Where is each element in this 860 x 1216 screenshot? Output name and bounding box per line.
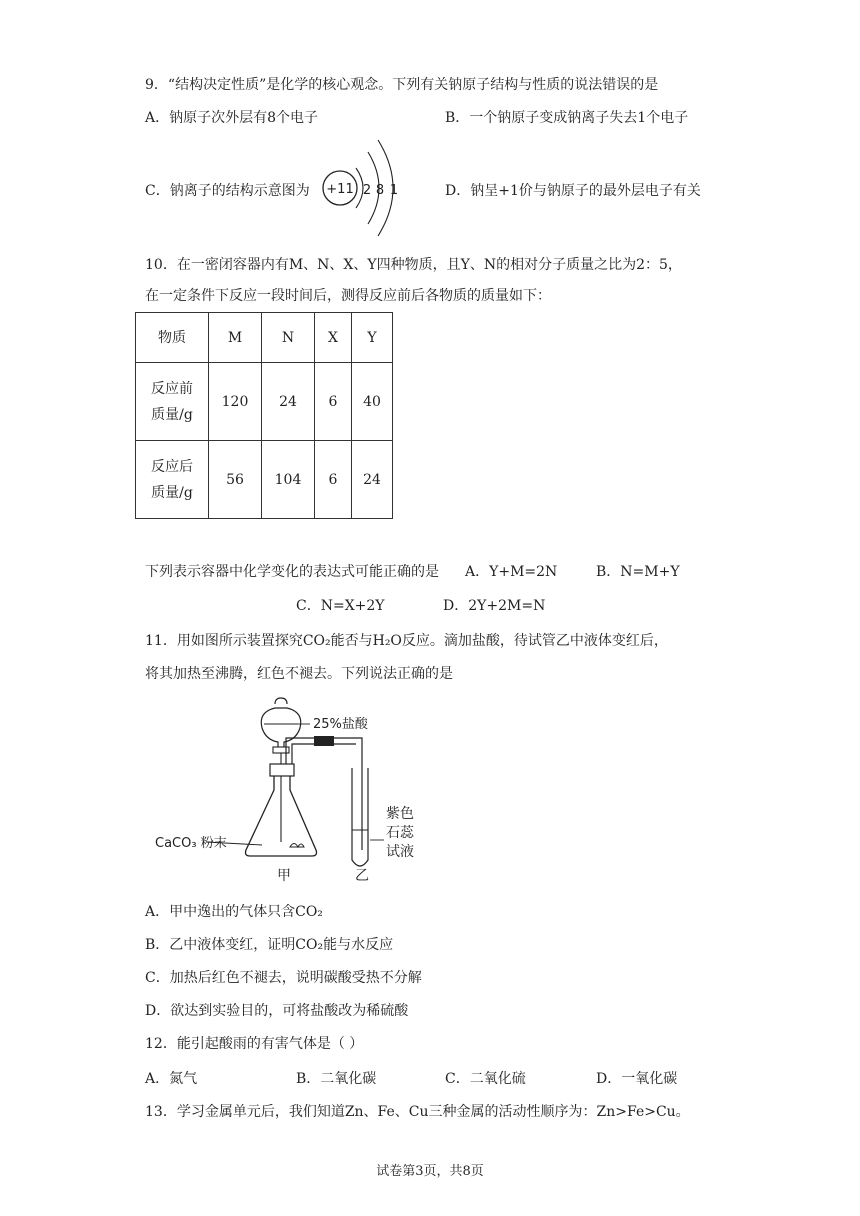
shell-electrons-2: 8 xyxy=(375,183,385,198)
powder-label: CaCO₃ 粉末 xyxy=(155,836,227,851)
litmus-label-line3: 试液 xyxy=(386,844,414,860)
q12-option-d[interactable]: D．一氧化碳 xyxy=(596,1071,678,1087)
caco3-powder xyxy=(290,844,304,848)
table-row xyxy=(136,441,393,519)
q11-option-d[interactable]: D．欲达到实验目的，可将盐酸改为稀硫酸 xyxy=(145,1003,409,1019)
sodium-ion-structure-diagram xyxy=(318,138,414,238)
q12-option-a[interactable]: A．氮气 xyxy=(145,1071,198,1087)
mass-data-table xyxy=(135,312,393,519)
table-cell: 6 xyxy=(315,441,352,519)
table-cell: 40 xyxy=(352,363,393,441)
table-header-cell: M xyxy=(209,313,262,363)
table-cell: 24 xyxy=(352,441,393,519)
co2-apparatus-figure xyxy=(150,690,440,886)
q12-option-c[interactable]: C．二氧化硫 xyxy=(445,1071,526,1087)
table-row xyxy=(136,363,393,441)
q9-stem: 9．“结构决定性质”是化学的核心观念。下列有关钠原子结构与性质的说法错误的是 xyxy=(145,77,659,93)
tube-label: 乙 xyxy=(355,868,369,884)
q12-stem: 12．能引起酸雨的有害气体是（ ） xyxy=(145,1036,364,1052)
q11-stem-line2: 将其加热至沸腾，红色不褪去。下列说法正确的是 xyxy=(145,666,453,682)
row-label-line2: 质量/g xyxy=(151,406,193,423)
table-header-cell: N xyxy=(262,313,315,363)
q10-option-a[interactable]: A．Y+M=2N xyxy=(465,564,558,580)
table-header-cell: X xyxy=(315,313,352,363)
litmus-label-line2: 石蕊 xyxy=(386,825,414,841)
table-header-cell: 物质 xyxy=(136,313,209,363)
funnel-stopper xyxy=(275,698,287,704)
table-cell: 6 xyxy=(315,363,352,441)
q10-prompt: 下列表示容器中化学变化的表达式可能正确的是 xyxy=(145,564,439,580)
flask-label: 甲 xyxy=(277,868,291,884)
q11-option-b[interactable]: B．乙中液体变红，证明CO₂能与水反应 xyxy=(145,937,394,953)
table-cell: 120 xyxy=(209,363,262,441)
row-label-cell xyxy=(136,363,209,441)
q10-option-d[interactable]: D．2Y+2M=N xyxy=(443,598,546,614)
litmus-label-line1: 紫色 xyxy=(386,806,414,822)
q9-option-c[interactable]: C．钠离子的结构示意图为 xyxy=(145,183,310,199)
q13-stem: 13．学习金属单元后，我们知道Zn、Fe、Cu三种金属的活动性顺序为：Zn>Fe>Cu。 xyxy=(145,1104,690,1120)
q9-option-a[interactable]: A．钠原子次外层有8个电子 xyxy=(145,110,319,126)
shell-electrons-1: 2 xyxy=(362,183,372,198)
nucleus-charge: +11 xyxy=(326,182,354,197)
table-header-cell: Y xyxy=(352,313,393,363)
row-label-line1: 反应前 xyxy=(151,380,193,397)
delivery-tube xyxy=(286,738,362,850)
row-label-line1: 反应后 xyxy=(151,458,193,475)
q11-stem-line1: 11．用如图所示装置探究CO₂能否与H₂O反应。滴加盐酸，待试管乙中液体变红后， xyxy=(145,633,668,649)
acid-label: 25%盐酸 xyxy=(313,717,368,732)
row-label-cell xyxy=(136,441,209,519)
q10-stem-line1: 10．在一密闭容器内有M、N、X、Y四种物质，且Y、N的相对分子质量之比为2：5， xyxy=(145,257,682,273)
table-cell: 24 xyxy=(262,363,315,441)
q9-option-d[interactable]: D．钠呈+1价与钠原子的最外层电子有关 xyxy=(445,183,701,199)
q12-option-b[interactable]: B．二氧化碳 xyxy=(296,1071,377,1087)
flask-stopper xyxy=(270,764,294,776)
q11-option-c[interactable]: C．加热后红色不褪去，说明碳酸受热不分解 xyxy=(145,970,422,986)
q10-option-b[interactable]: B．N=M+Y xyxy=(596,564,680,580)
q11-option-a[interactable]: A．甲中逸出的气体只含CO₂ xyxy=(145,904,323,920)
q9-option-b[interactable]: B．一个钠原子变成钠离子失去1个电子 xyxy=(445,110,689,126)
table-cell: 104 xyxy=(262,441,315,519)
row-label-line2: 质量/g xyxy=(151,484,193,501)
q10-stem-line2: 在一定条件下反应一段时间后，测得反应前后各物质的质量如下： xyxy=(145,288,551,304)
page-footer: 试卷第3页，共8页 xyxy=(376,1164,484,1179)
q10-option-c[interactable]: C．N=X+2Y xyxy=(296,598,385,614)
test-tube xyxy=(352,768,368,866)
table-header-row xyxy=(136,313,393,363)
shell-electrons-3: 1 xyxy=(389,183,399,198)
table-cell: 56 xyxy=(209,441,262,519)
rubber-connector xyxy=(314,736,334,746)
funnel-bulb xyxy=(261,708,301,748)
delivery-tube-inner xyxy=(292,744,356,764)
